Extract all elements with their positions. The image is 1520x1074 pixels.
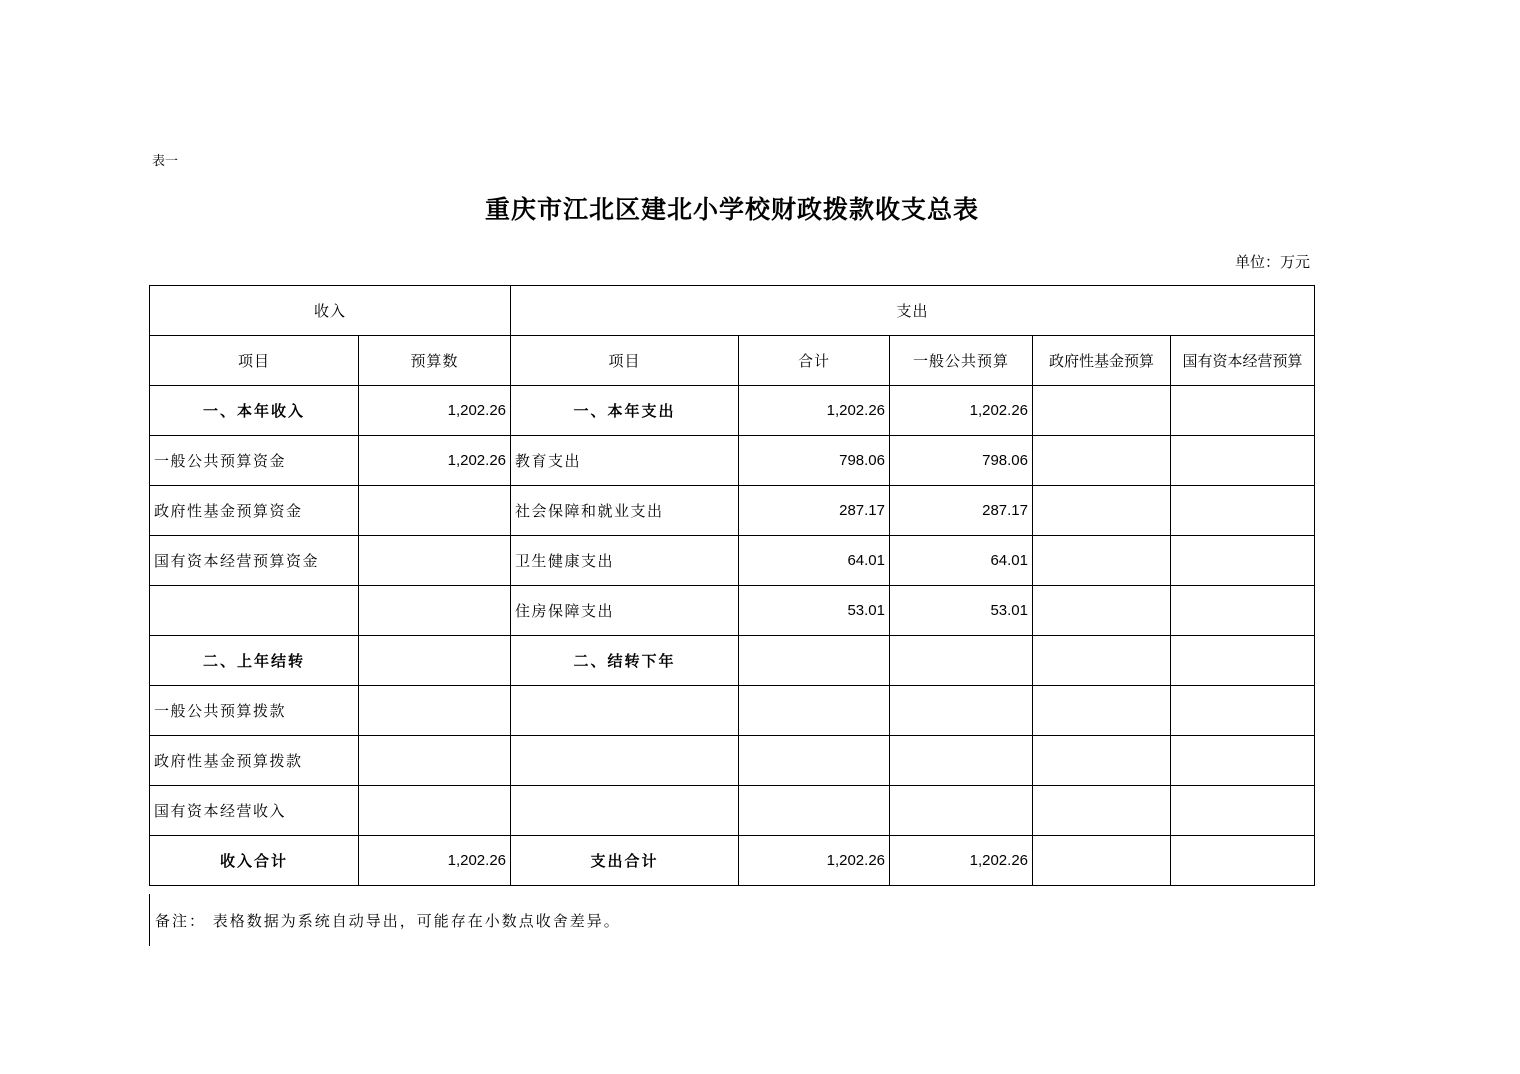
expense-item-cell: 卫生健康支出 [511, 536, 739, 586]
total-cell [739, 736, 890, 786]
gov-fund-cell [1033, 586, 1171, 636]
income-value-cell [359, 786, 511, 836]
note-border [149, 894, 150, 946]
general-budget-cell: 287.17 [890, 486, 1033, 536]
general-budget-cell [890, 786, 1033, 836]
income-value-cell [359, 586, 511, 636]
table-row [150, 436, 1315, 486]
general-budget-cell: 64.01 [890, 536, 1033, 586]
table-row [150, 786, 1315, 836]
income-item-cell: 政府性基金预算资金 [150, 486, 359, 536]
expense-item-cell [511, 686, 739, 736]
gov-fund-cell [1033, 686, 1171, 736]
general-budget-cell: 798.06 [890, 436, 1033, 486]
unit-label: 单位：万元 [1234, 253, 1310, 271]
expense-item-header: 项目 [511, 336, 739, 386]
income-item-cell: 国有资本经营收入 [150, 786, 359, 836]
income-value-cell: 1,202.26 [359, 436, 511, 486]
total-cell [739, 786, 890, 836]
income-value-cell [359, 536, 511, 586]
table-row [150, 586, 1315, 636]
general-budget-header: 一般公共预算 [890, 336, 1033, 386]
state-capital-cell [1171, 636, 1315, 686]
gov-fund-cell [1033, 486, 1171, 536]
total-cell: 287.17 [739, 486, 890, 536]
footnote: 备注： 表格数据为系统自动导出，可能存在小数点收舍差异。 [155, 912, 621, 930]
income-value-cell [359, 636, 511, 686]
income-item-cell: 政府性基金预算拨款 [150, 736, 359, 786]
income-item-cell: 国有资本经营预算资金 [150, 536, 359, 586]
income-budget-header: 预算数 [359, 336, 511, 386]
income-item-cell: 一、本年收入 [150, 386, 359, 436]
total-cell [739, 686, 890, 736]
total-cell: 1,202.26 [739, 836, 890, 886]
header-row-2 [150, 336, 1315, 386]
gov-fund-header: 政府性基金预算 [1033, 336, 1171, 386]
income-value-cell [359, 686, 511, 736]
income-item-cell: 二、上年结转 [150, 636, 359, 686]
expense-item-cell: 二、结转下年 [511, 636, 739, 686]
expense-item-cell: 支出合计 [511, 836, 739, 886]
general-budget-cell [890, 736, 1033, 786]
table-row [150, 836, 1315, 886]
gov-fund-cell [1033, 736, 1171, 786]
table-row [150, 636, 1315, 686]
income-item-cell: 收入合计 [150, 836, 359, 886]
budget-table [149, 285, 1315, 886]
total-cell: 798.06 [739, 436, 890, 486]
income-item-cell: 一般公共预算资金 [150, 436, 359, 486]
income-item-cell [150, 586, 359, 636]
state-capital-cell [1171, 536, 1315, 586]
expense-item-cell [511, 736, 739, 786]
general-budget-cell [890, 636, 1033, 686]
state-capital-cell [1171, 486, 1315, 536]
table-tag: 表一 [152, 154, 179, 169]
total-cell: 53.01 [739, 586, 890, 636]
expense-item-cell: 住房保障支出 [511, 586, 739, 636]
total-header: 合计 [739, 336, 890, 386]
expense-item-cell: 教育支出 [511, 436, 739, 486]
state-capital-cell [1171, 386, 1315, 436]
income-header: 收入 [150, 286, 511, 336]
gov-fund-cell [1033, 786, 1171, 836]
table-row [150, 536, 1315, 586]
state-capital-cell [1171, 586, 1315, 636]
total-cell [739, 636, 890, 686]
gov-fund-cell [1033, 636, 1171, 686]
gov-fund-cell [1033, 836, 1171, 886]
gov-fund-cell [1033, 436, 1171, 486]
income-value-cell: 1,202.26 [359, 836, 511, 886]
state-capital-cell [1171, 686, 1315, 736]
state-capital-cell [1171, 786, 1315, 836]
table-row [150, 386, 1315, 436]
page-title: 重庆市江北区建北小学校财政拨款收支总表 [484, 195, 979, 224]
income-value-cell [359, 486, 511, 536]
expense-header: 支出 [511, 286, 1315, 336]
income-value-cell: 1,202.26 [359, 386, 511, 436]
state-capital-cell [1171, 736, 1315, 786]
table-row [150, 486, 1315, 536]
general-budget-cell: 1,202.26 [890, 836, 1033, 886]
general-budget-cell: 1,202.26 [890, 386, 1033, 436]
state-capital-cell [1171, 836, 1315, 886]
state-capital-cell [1171, 436, 1315, 486]
total-cell: 1,202.26 [739, 386, 890, 436]
table-row [150, 686, 1315, 736]
gov-fund-cell [1033, 386, 1171, 436]
income-value-cell [359, 736, 511, 786]
expense-item-cell: 一、本年支出 [511, 386, 739, 436]
header-row-1 [150, 286, 1315, 336]
expense-item-cell: 社会保障和就业支出 [511, 486, 739, 536]
general-budget-cell [890, 686, 1033, 736]
income-item-header: 项目 [150, 336, 359, 386]
total-cell: 64.01 [739, 536, 890, 586]
table-row [150, 736, 1315, 786]
general-budget-cell: 53.01 [890, 586, 1033, 636]
gov-fund-cell [1033, 536, 1171, 586]
income-item-cell: 一般公共预算拨款 [150, 686, 359, 736]
state-capital-header: 国有资本经营预算 [1171, 336, 1315, 386]
expense-item-cell [511, 786, 739, 836]
